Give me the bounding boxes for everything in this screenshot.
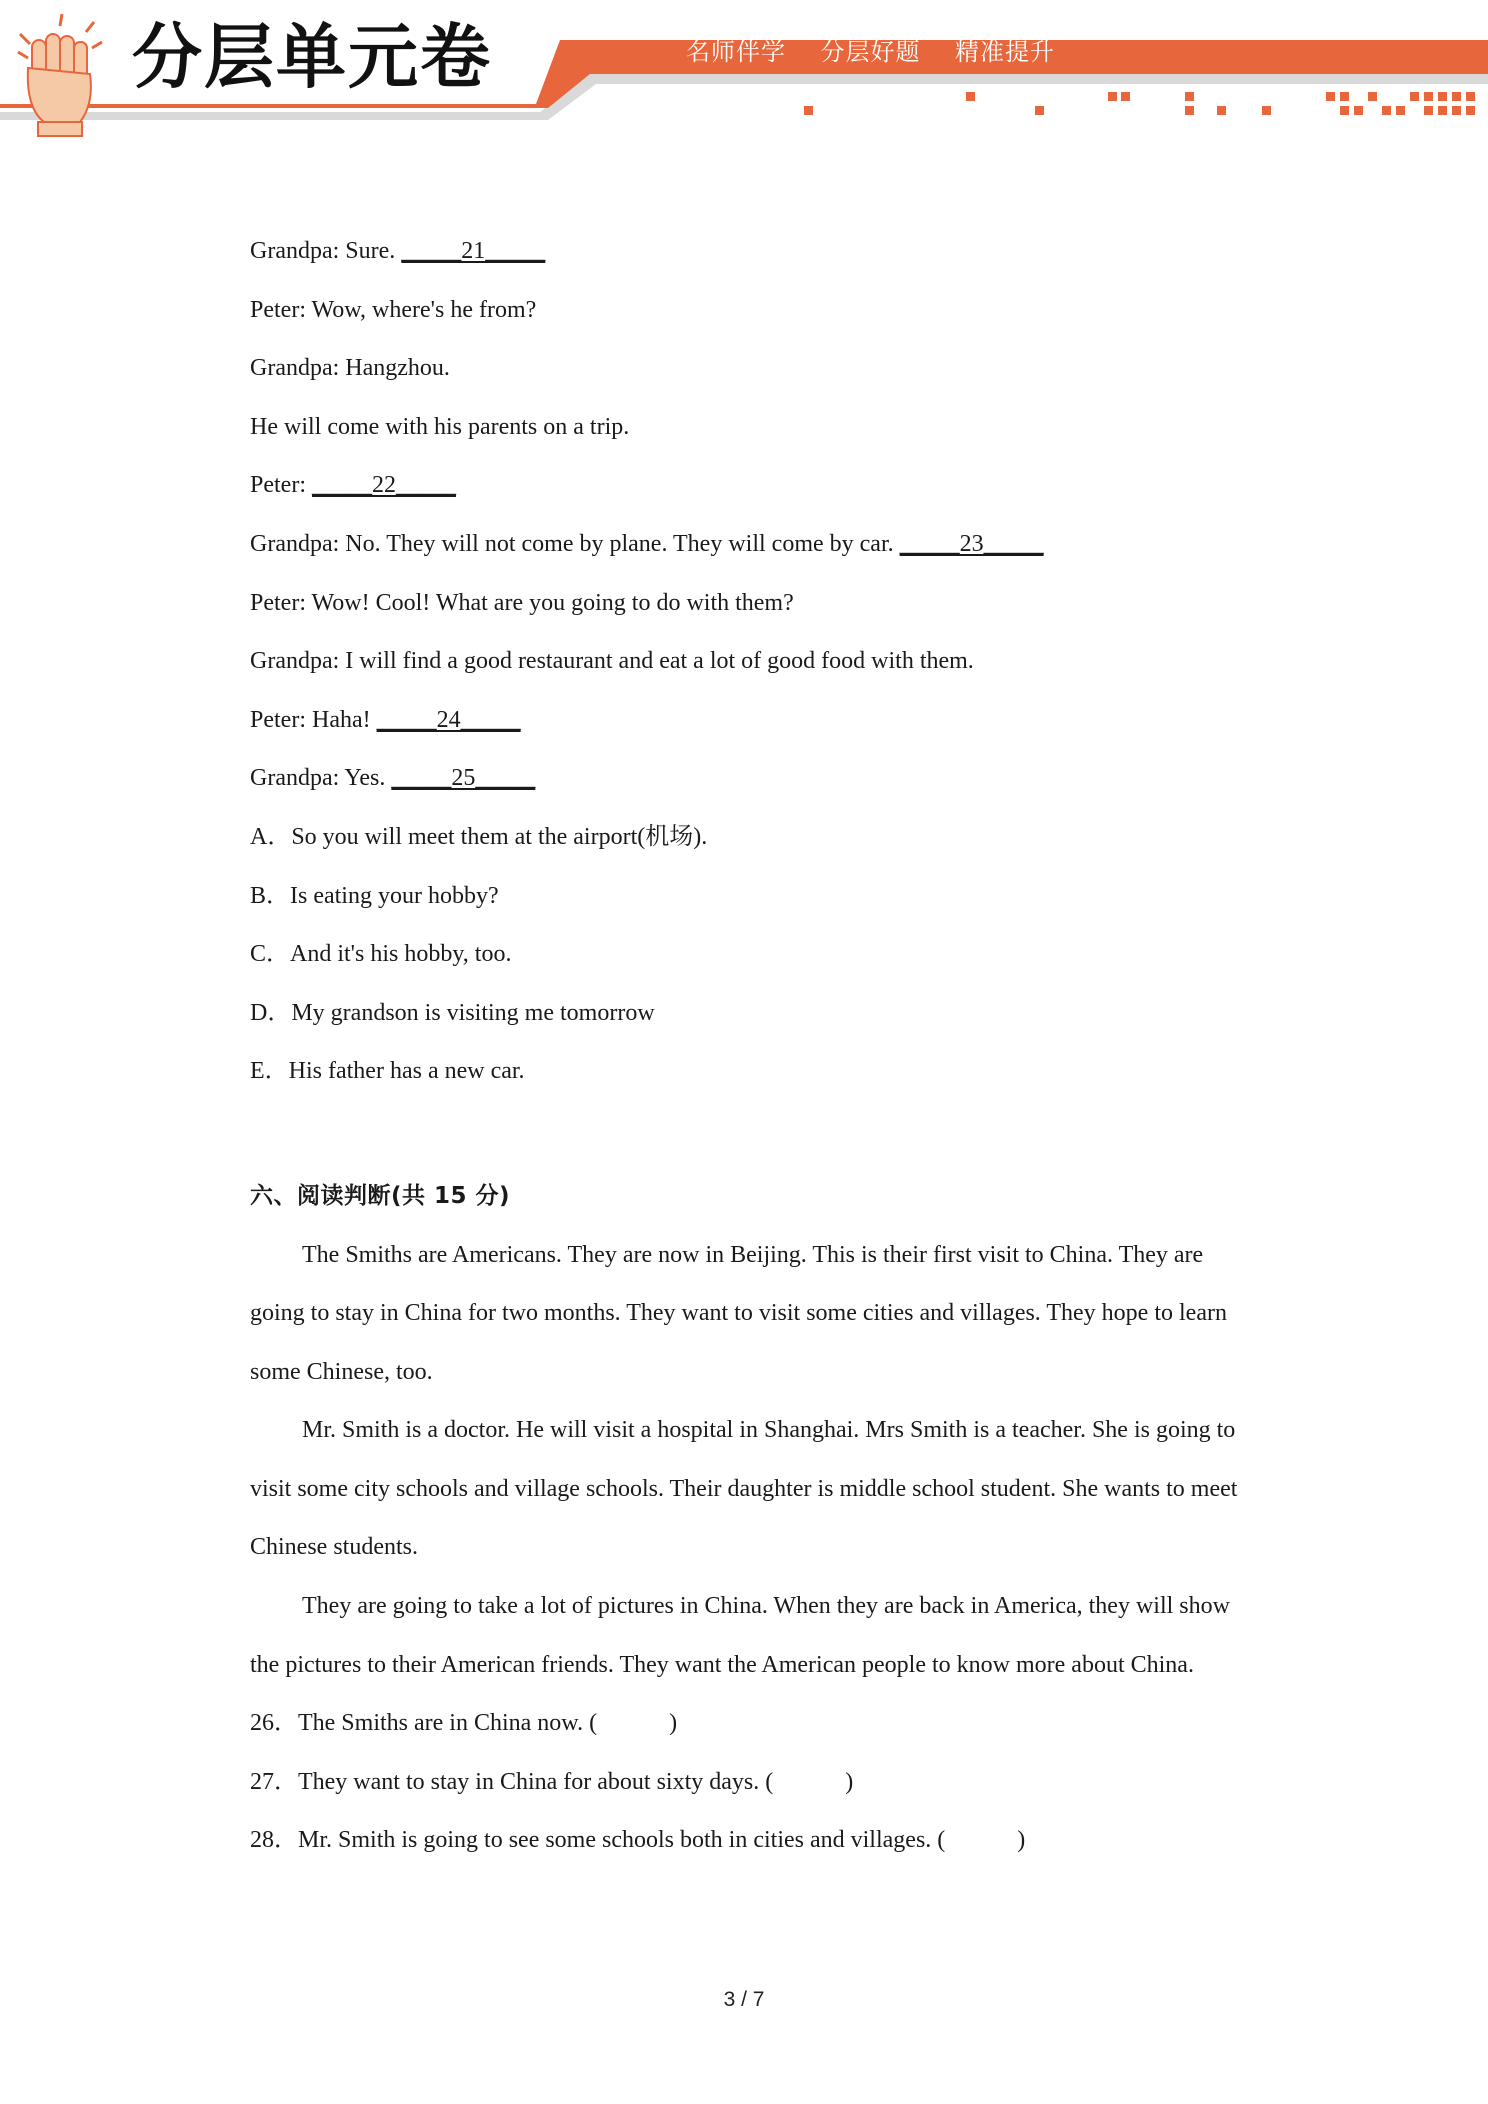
dialogue-line	[250, 691, 1250, 750]
question-27	[250, 1753, 1250, 1812]
dialogue-text: Grandpa: I will find a good restaurant and eat a lot of good food with them.	[250, 648, 974, 675]
question-26	[250, 1694, 1250, 1753]
answer-blank-23: _____23_____	[899, 530, 1044, 557]
dialogue-text: He will come with his parents on a trip.	[250, 413, 630, 440]
dialogue-text: Grandpa: No. They will not come by plane. They will come by car.	[250, 530, 900, 557]
dialogue-line	[250, 398, 1250, 457]
paren-close: )	[845, 1768, 854, 1795]
passage-paragraph: They are going to take a lot of pictures in China. When they are back in America, they will show the pictures to their American friends. They want the American people to know more about China.	[250, 1593, 1230, 1678]
answer-blank-25: _____25_____	[391, 765, 536, 792]
option-a: A．So you will meet them at the airport(机场).	[250, 823, 708, 850]
brand-title: 分层单元卷	[132, 16, 492, 98]
dialogue-text: Peter: Haha!	[250, 706, 377, 733]
answer-blank-22: _____22_____	[311, 472, 456, 499]
dialogue-line	[250, 574, 1250, 633]
question-text: 28．Mr. Smith is going to see some schools both in cities and villages. (	[250, 1827, 946, 1854]
header-slogan: 名师伴学 分层好题 精准提升	[686, 38, 1056, 66]
dialogue-line	[250, 339, 1250, 398]
dialogue-text: Grandpa: Hangzhou.	[250, 355, 450, 382]
dialogue-text: Peter: Wow, where's he from?	[250, 296, 537, 323]
answer-paren	[773, 1753, 845, 1812]
reading-passage	[250, 1226, 1250, 1695]
section-title: 六、阅读判断(共 15 分)	[250, 1182, 511, 1209]
option-b: B．Is eating your hobby?	[250, 882, 499, 909]
dialogue-text: Grandpa: Sure.	[250, 238, 402, 264]
judgement-questions	[250, 1694, 1250, 1870]
option-d: D．My grandson is visiting me tomorrow	[250, 999, 655, 1026]
pixel-decoration	[804, 92, 1475, 115]
dialogue-line	[250, 281, 1250, 340]
dialogue-line	[250, 222, 1250, 281]
dialogue-line	[250, 632, 1250, 691]
page-header	[0, 0, 1488, 150]
passage-paragraph: The Smiths are Americans. They are now in Beijing. This is their first visit to China. They are going to stay in China for two months. They want to visit some cities and villages. They hope to learn some Chinese, too.	[250, 1241, 1227, 1385]
dialogue-text: Peter: Wow! Cool! What are you going to do with them?	[250, 589, 794, 616]
dialogue-text: Grandpa: Yes.	[250, 765, 392, 792]
question-28	[250, 1811, 1250, 1870]
question-text: 26．The Smiths are in China now. (	[250, 1710, 598, 1737]
dialogue-line	[250, 456, 1250, 515]
dialogue-text: Peter:	[250, 472, 312, 499]
answer-paren	[597, 1694, 669, 1753]
option-c: C．And it's his hobby, too.	[250, 941, 512, 968]
question-text: 27．They want to stay in China for about sixty days. (	[250, 1768, 774, 1795]
answer-blank-24: _____24_____	[376, 706, 521, 733]
dialogue	[250, 222, 1250, 808]
paren-close: )	[1017, 1827, 1026, 1854]
page-number: 3 / 7	[723, 1988, 765, 2011]
document-body	[250, 222, 1250, 1870]
passage-paragraph: Mr. Smith is a doctor. He will visit a hospital in Shanghai. Mrs Smith is a teacher. She is going to visit some city schools and village schools. Their daughter is middle school student. She wants to meet Chinese students.	[250, 1417, 1238, 1561]
dialogue-line	[250, 515, 1250, 574]
paren-close: )	[669, 1710, 678, 1737]
fist-icon	[10, 12, 110, 138]
option-e: E．His father has a new car.	[250, 1058, 525, 1085]
answer-blank-21: _____21_____	[401, 238, 546, 264]
answer-options	[250, 808, 1250, 1101]
dialogue-line	[250, 749, 1250, 808]
answer-paren	[945, 1811, 1017, 1870]
